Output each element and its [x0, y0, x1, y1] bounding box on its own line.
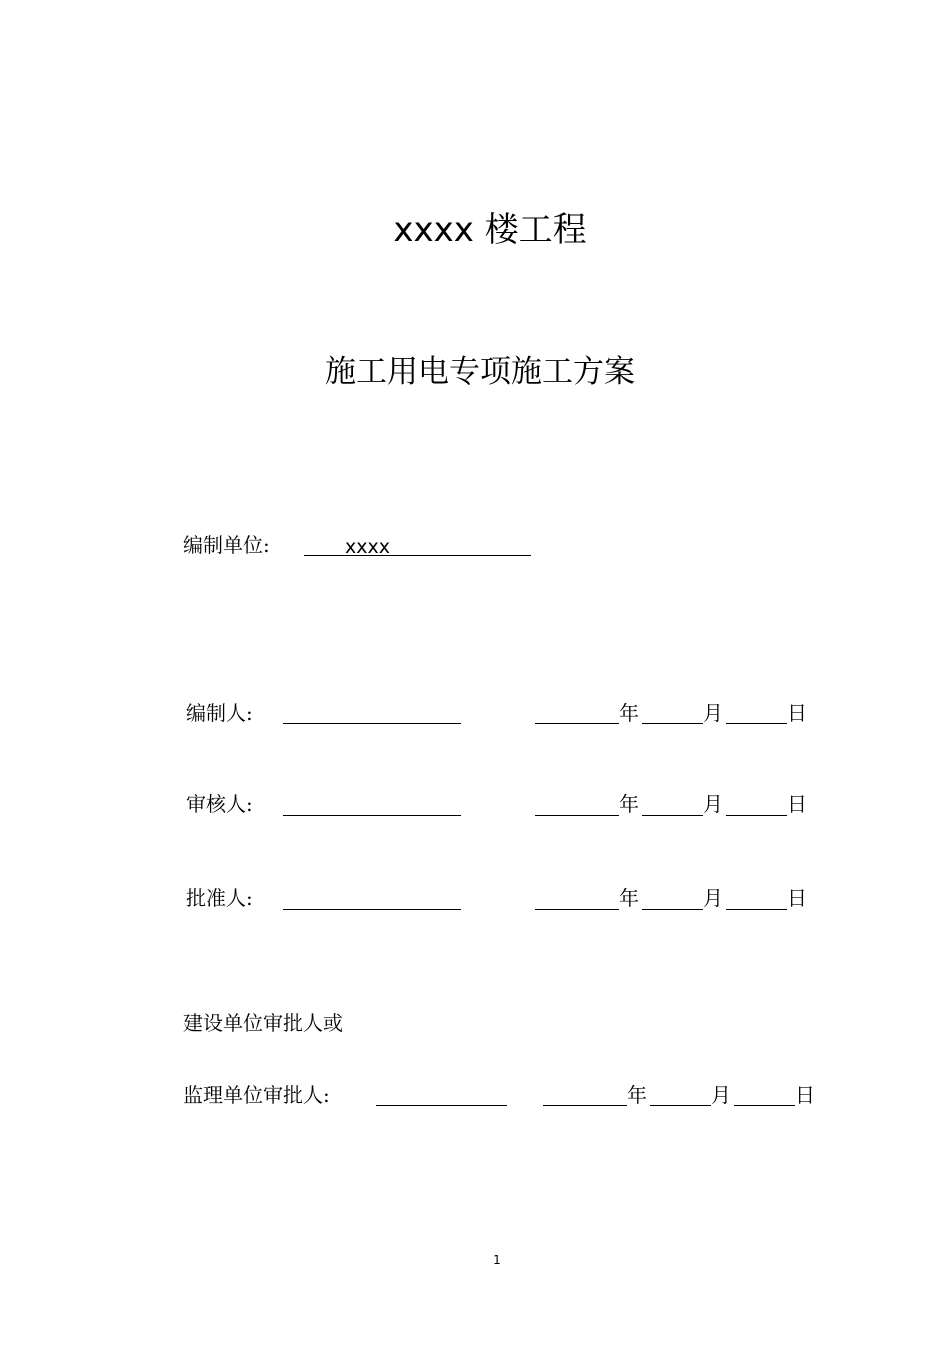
supervision-label-line2: 监理单位审批人: [183, 1083, 330, 1107]
reviewer-day-char: 日 [787, 792, 807, 816]
reviewer-year-line [535, 815, 619, 816]
reviewer-year-char: 年 [619, 792, 639, 816]
approver-day-line [726, 909, 787, 910]
reviewer-day-line [726, 815, 787, 816]
reviewer-month-char: 月 [703, 792, 723, 816]
compiling-unit-underline [304, 555, 531, 556]
compiler-day-char: 日 [787, 701, 807, 725]
supervision-day-char: 日 [795, 1083, 815, 1107]
supervision-signature-line [376, 1105, 507, 1106]
approver-year-line [535, 909, 619, 910]
approver-day-char: 日 [787, 886, 807, 910]
reviewer-month-line [642, 815, 703, 816]
supervision-year-line [543, 1105, 627, 1106]
reviewer-label: 审核人: [186, 792, 253, 816]
page-number: 1 [493, 1253, 501, 1267]
compiler-month-char: 月 [703, 701, 723, 725]
supervision-year-char: 年 [627, 1083, 647, 1107]
approver-month-char: 月 [703, 886, 723, 910]
approver-month-line [642, 909, 703, 910]
compiling-unit-label: 编制单位: [183, 533, 270, 557]
supervision-label-line1: 建设单位审批人或 [183, 1011, 343, 1035]
compiling-unit-value: xxxx [345, 536, 390, 558]
approver-year-char: 年 [619, 886, 639, 910]
supervision-month-line [650, 1105, 711, 1106]
approver-signature-line [283, 909, 461, 910]
project-title: xxxx 楼工程 [393, 210, 587, 250]
compiler-day-line [726, 723, 787, 724]
compiler-signature-line [283, 723, 461, 724]
supervision-day-line [734, 1105, 795, 1106]
reviewer-signature-line [283, 815, 461, 816]
compiler-year-char: 年 [619, 701, 639, 725]
approver-label: 批准人: [186, 886, 253, 910]
compiler-year-line [535, 723, 619, 724]
compiler-label: 编制人: [186, 701, 253, 725]
compiler-month-line [642, 723, 703, 724]
plan-title: 施工用电专项施工方案 [325, 354, 635, 390]
supervision-month-char: 月 [711, 1083, 731, 1107]
